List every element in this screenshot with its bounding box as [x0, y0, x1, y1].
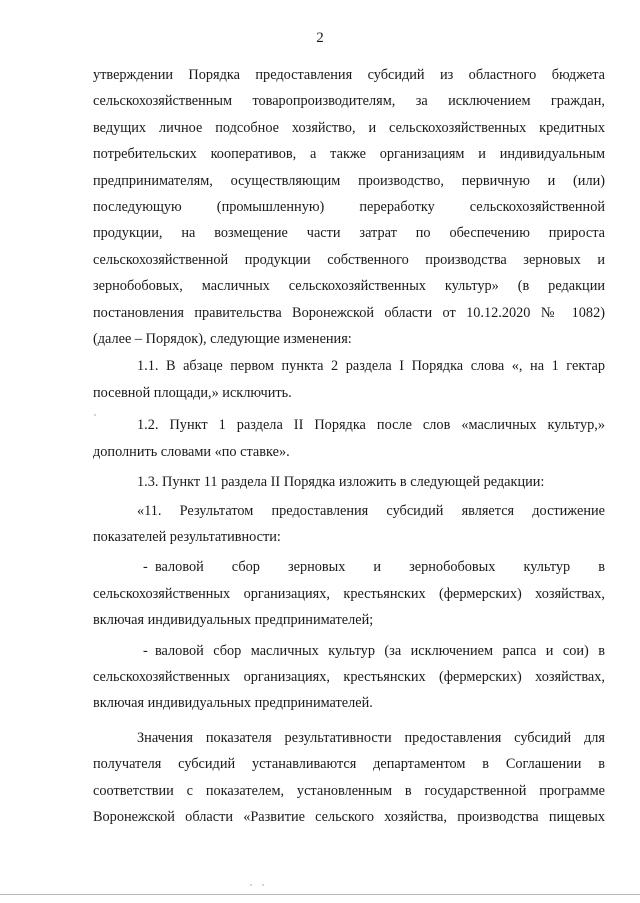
scan-artifact: [250, 884, 252, 886]
text-line: валовой сбор зерновых и зернобобовых культур в: [155, 559, 605, 576]
scan-artifact: [94, 414, 96, 416]
text-line: сельскохозяйственной продукции собственного производства зерновых и: [93, 251, 605, 268]
text-line: сельскохозяйственных организациях, крестьянских (фермерских) хозяйствах,: [93, 668, 605, 685]
text-line: последующую (промышленную) переработку сельскохозяйственной: [93, 199, 605, 216]
text-line: дополнить словами «по ставке».: [93, 443, 290, 460]
text-line: (далее – Порядок), следующие изменения:: [93, 331, 352, 348]
bullet-oilseed: [93, 638, 605, 717]
bullet-grain: [93, 554, 605, 633]
text-line: 1.1. В абзаце первом пункта 2 раздела I Порядка слова «, на 1 гектар: [137, 358, 605, 375]
text-line: сельскохозяйственным товаропроизводителям, за исключением граждан,: [93, 93, 605, 110]
item-1-2: [93, 412, 605, 465]
text-line: включая индивидуальных предпринимателей.: [93, 695, 373, 712]
text-line: постановления правительства Воронежской области от 10.12.2020 № 1082): [93, 304, 605, 321]
bullet-line: [93, 638, 605, 664]
text-line: валовой сбор масличных культур (за исключением рапса и сои) в: [155, 642, 605, 659]
text-line: 1.2. Пункт 1 раздела II Порядка после слов «масличных культур,»: [137, 417, 605, 434]
paragraph-continuation: [93, 62, 605, 352]
text-line: получателя субсидий устанавливаются департаментом в Соглашении в: [93, 756, 605, 773]
values-paragraph: [93, 725, 605, 831]
text-line: зернобобовых, масличных сельскохозяйственных культур» (в редакции: [93, 278, 605, 295]
bullet-line: [93, 554, 605, 580]
text-line: «11. Результатом предоставления субсидий является достижение: [137, 502, 605, 519]
text-line: посевной площади,» исключить.: [93, 384, 292, 401]
text-line: включая индивидуальных предпринимателей;: [93, 612, 374, 629]
bullet-dash: -: [143, 559, 148, 576]
text-line: предпринимателям, осуществляющим производство, первичную и (или): [93, 172, 605, 189]
text-line: ведущих личное подсобное хозяйство, и сельскохозяйственных кредитных: [93, 119, 605, 136]
item-1-1: [93, 353, 605, 406]
bottom-edge-line: [0, 894, 640, 895]
text-line: утверждении Порядка предоставления субсидий из областного бюджета: [93, 67, 605, 83]
text-line: показателей результативности:: [93, 528, 281, 545]
text-line: 1.3. Пункт 11 раздела II Порядка изложить в следующей редакции:: [137, 474, 545, 491]
text-line: Воронежской области «Развитие сельского хозяйства, производства пищевых: [93, 808, 605, 825]
quote-intro: [93, 498, 605, 551]
bullet-dash: -: [143, 642, 148, 659]
text-line: продукции, на возмещение части затрат по обеспечению прироста: [93, 225, 605, 242]
text-line: соответствии с показателем, установленным в государственной программе: [93, 782, 605, 799]
text-line: Значения показателя результативности предоставления субсидий для: [137, 729, 605, 746]
item-1-3: [93, 469, 605, 495]
text-line: потребительских кооперативов, а также организациям и индивидуальным: [93, 146, 605, 163]
page-number: 2: [316, 30, 324, 46]
scan-artifact: [262, 884, 264, 886]
text-line: сельскохозяйственных организациях, крестьянских (фермерских) хозяйствах,: [93, 585, 605, 602]
document-body: [93, 62, 605, 830]
